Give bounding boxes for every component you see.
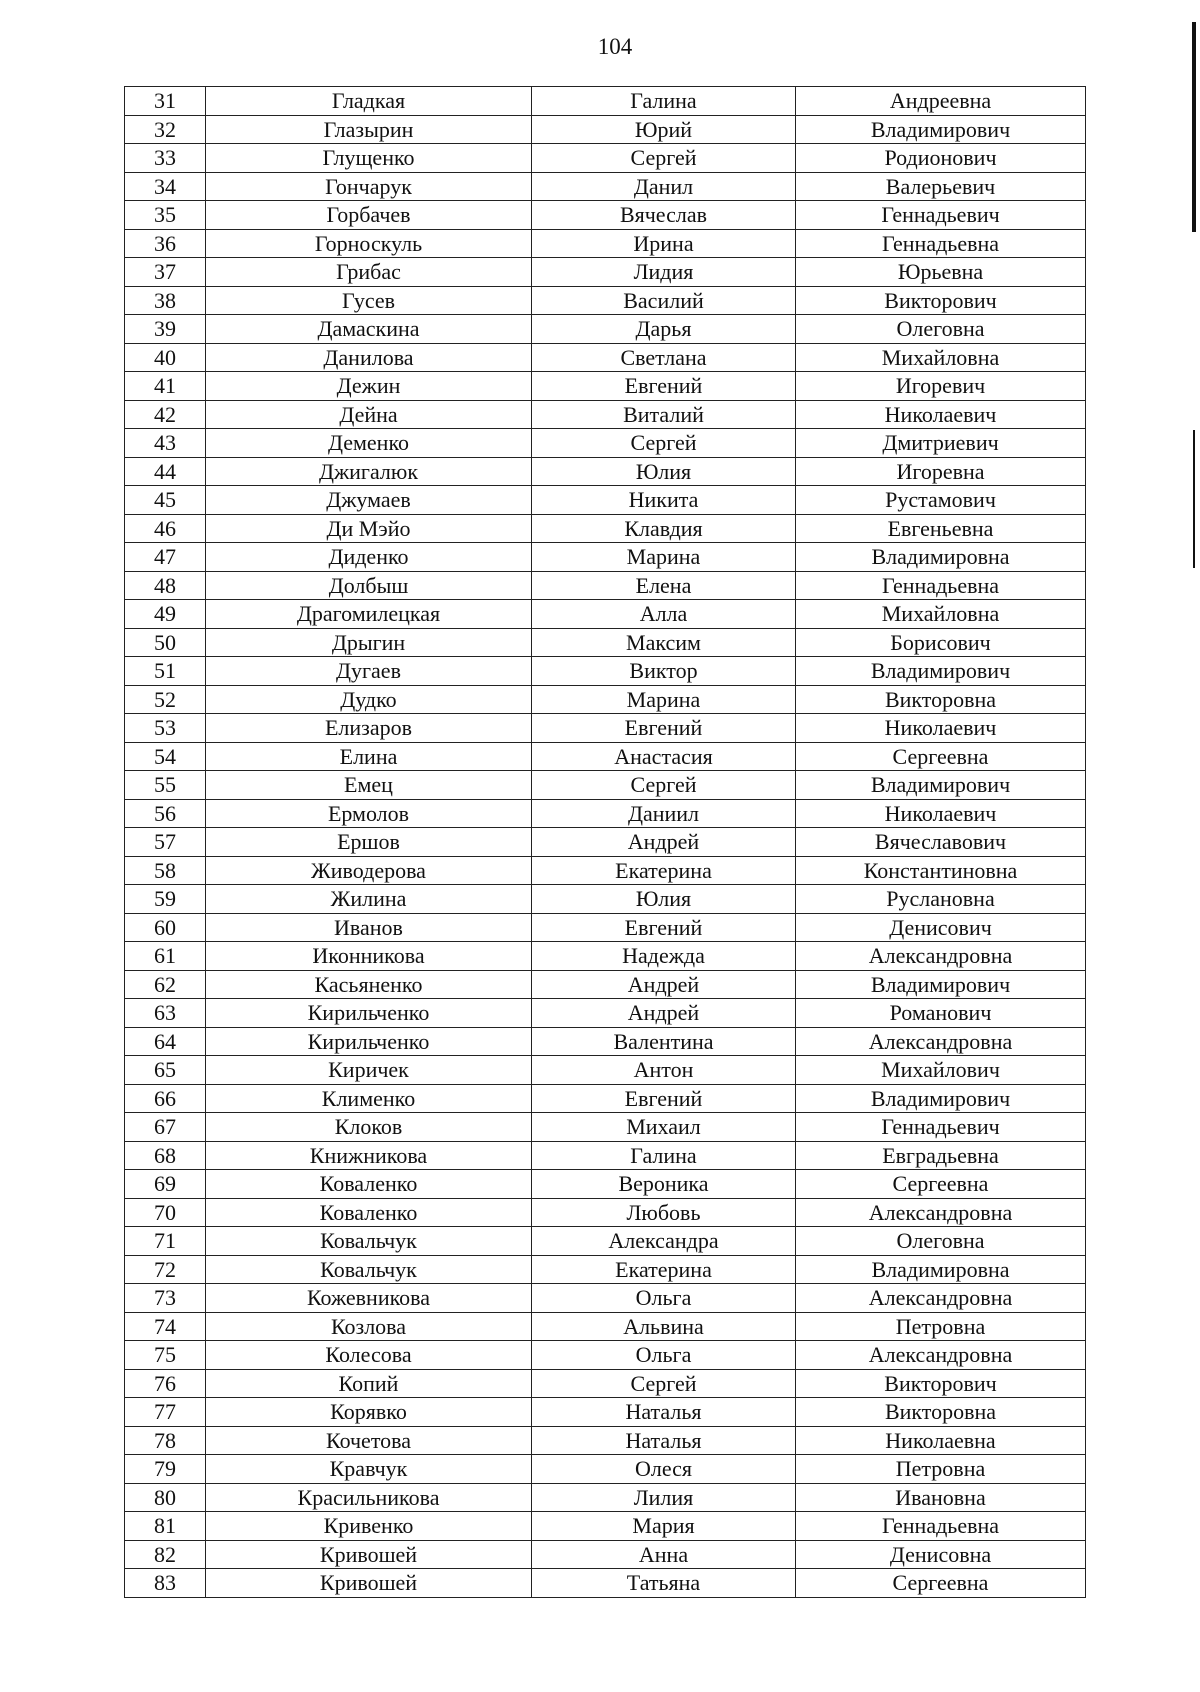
table-row xyxy=(125,543,1086,572)
surname-cell: Кривошей xyxy=(206,1540,532,1569)
patronymic-cell: Александровна xyxy=(796,1198,1086,1227)
patronymic-cell: Игоревна xyxy=(796,457,1086,486)
patronymic-cell: Геннадьевна xyxy=(796,229,1086,258)
row-number-cell: 48 xyxy=(125,571,206,600)
patronymic-cell: Сергеевна xyxy=(796,1170,1086,1199)
patronymic-cell: Геннадьевна xyxy=(796,1512,1086,1541)
first-name-cell: Виктор xyxy=(532,657,796,686)
first-name-cell: Михаил xyxy=(532,1113,796,1142)
surname-cell: Клоков xyxy=(206,1113,532,1142)
first-name-cell: Альвина xyxy=(532,1312,796,1341)
surname-cell: Данилова xyxy=(206,343,532,372)
table-row xyxy=(125,457,1086,486)
patronymic-cell: Николаевич xyxy=(796,400,1086,429)
table-row xyxy=(125,771,1086,800)
row-number-cell: 81 xyxy=(125,1512,206,1541)
row-number-cell: 61 xyxy=(125,942,206,971)
surname-cell: Джумаев xyxy=(206,486,532,515)
surname-cell: Деменко xyxy=(206,429,532,458)
table-row xyxy=(125,1341,1086,1370)
patronymic-cell: Игоревич xyxy=(796,372,1086,401)
surname-cell: Красильникова xyxy=(206,1483,532,1512)
first-name-cell: Александра xyxy=(532,1227,796,1256)
row-number-cell: 55 xyxy=(125,771,206,800)
row-number-cell: 51 xyxy=(125,657,206,686)
table-row xyxy=(125,87,1086,116)
patronymic-cell: Ивановна xyxy=(796,1483,1086,1512)
row-number-cell: 83 xyxy=(125,1569,206,1598)
surname-cell: Дугаев xyxy=(206,657,532,686)
row-number-cell: 33 xyxy=(125,144,206,173)
row-number-cell: 78 xyxy=(125,1426,206,1455)
table-row xyxy=(125,571,1086,600)
surname-cell: Иванов xyxy=(206,913,532,942)
patronymic-cell: Владимирович xyxy=(796,1084,1086,1113)
surname-cell: Емец xyxy=(206,771,532,800)
row-number-cell: 53 xyxy=(125,714,206,743)
name-list-table xyxy=(124,86,1086,1598)
first-name-cell: Галина xyxy=(532,1141,796,1170)
surname-cell: Жилина xyxy=(206,885,532,914)
patronymic-cell: Рустамович xyxy=(796,486,1086,515)
surname-cell: Кочетова xyxy=(206,1426,532,1455)
patronymic-cell: Михайловна xyxy=(796,343,1086,372)
row-number-cell: 65 xyxy=(125,1056,206,1085)
row-number-cell: 37 xyxy=(125,258,206,287)
surname-cell: Коваленко xyxy=(206,1170,532,1199)
patronymic-cell: Николаевич xyxy=(796,714,1086,743)
table-row xyxy=(125,400,1086,429)
surname-cell: Гончарук xyxy=(206,172,532,201)
row-number-cell: 76 xyxy=(125,1369,206,1398)
surname-cell: Гладкая xyxy=(206,87,532,116)
first-name-cell: Сергей xyxy=(532,771,796,800)
first-name-cell: Андрей xyxy=(532,999,796,1028)
first-name-cell: Виталий xyxy=(532,400,796,429)
surname-cell: Глазырин xyxy=(206,115,532,144)
first-name-cell: Ольга xyxy=(532,1341,796,1370)
surname-cell: Книжникова xyxy=(206,1141,532,1170)
first-name-cell: Сергей xyxy=(532,429,796,458)
table-row xyxy=(125,286,1086,315)
surname-cell: Колесова xyxy=(206,1341,532,1370)
table-row xyxy=(125,970,1086,999)
first-name-cell: Данил xyxy=(532,172,796,201)
patronymic-cell: Романович xyxy=(796,999,1086,1028)
patronymic-cell: Петровна xyxy=(796,1455,1086,1484)
patronymic-cell: Андреевна xyxy=(796,87,1086,116)
row-number-cell: 79 xyxy=(125,1455,206,1484)
row-number-cell: 68 xyxy=(125,1141,206,1170)
row-number-cell: 67 xyxy=(125,1113,206,1142)
table-row xyxy=(125,1056,1086,1085)
surname-cell: Кожевникова xyxy=(206,1284,532,1313)
row-number-cell: 54 xyxy=(125,742,206,771)
table-row xyxy=(125,856,1086,885)
first-name-cell: Надежда xyxy=(532,942,796,971)
patronymic-cell: Родионович xyxy=(796,144,1086,173)
first-name-cell: Анастасия xyxy=(532,742,796,771)
row-number-cell: 47 xyxy=(125,543,206,572)
table-row xyxy=(125,486,1086,515)
patronymic-cell: Владимирович xyxy=(796,657,1086,686)
table-row xyxy=(125,1455,1086,1484)
first-name-cell: Лилия xyxy=(532,1483,796,1512)
first-name-cell: Евгений xyxy=(532,1084,796,1113)
row-number-cell: 56 xyxy=(125,799,206,828)
table-row xyxy=(125,429,1086,458)
surname-cell: Диденко xyxy=(206,543,532,572)
patronymic-cell: Денисовна xyxy=(796,1540,1086,1569)
row-number-cell: 32 xyxy=(125,115,206,144)
patronymic-cell: Олеговна xyxy=(796,315,1086,344)
table-row xyxy=(125,1170,1086,1199)
surname-cell: Кирильченко xyxy=(206,999,532,1028)
surname-cell: Долбыш xyxy=(206,571,532,600)
first-name-cell: Вероника xyxy=(532,1170,796,1199)
surname-cell: Джигалюк xyxy=(206,457,532,486)
first-name-cell: Екатерина xyxy=(532,856,796,885)
table-row xyxy=(125,1255,1086,1284)
patronymic-cell: Владимирович xyxy=(796,115,1086,144)
surname-cell: Кривенко xyxy=(206,1512,532,1541)
table-row xyxy=(125,1569,1086,1598)
row-number-cell: 35 xyxy=(125,201,206,230)
patronymic-cell: Олеговна xyxy=(796,1227,1086,1256)
patronymic-cell: Сергеевна xyxy=(796,742,1086,771)
first-name-cell: Никита xyxy=(532,486,796,515)
first-name-cell: Дарья xyxy=(532,315,796,344)
surname-cell: Кривошей xyxy=(206,1569,532,1598)
patronymic-cell: Викторович xyxy=(796,286,1086,315)
row-number-cell: 71 xyxy=(125,1227,206,1256)
first-name-cell: Максим xyxy=(532,628,796,657)
table-row xyxy=(125,172,1086,201)
first-name-cell: Сергей xyxy=(532,1369,796,1398)
table-row xyxy=(125,1312,1086,1341)
surname-cell: Киричек xyxy=(206,1056,532,1085)
first-name-cell: Марина xyxy=(532,543,796,572)
surname-cell: Кравчук xyxy=(206,1455,532,1484)
row-number-cell: 43 xyxy=(125,429,206,458)
row-number-cell: 41 xyxy=(125,372,206,401)
row-number-cell: 40 xyxy=(125,343,206,372)
table-row xyxy=(125,1426,1086,1455)
table-row xyxy=(125,942,1086,971)
first-name-cell: Лидия xyxy=(532,258,796,287)
scan-edge-line xyxy=(1193,430,1195,568)
table-row xyxy=(125,913,1086,942)
row-number-cell: 31 xyxy=(125,87,206,116)
table-row xyxy=(125,1369,1086,1398)
table-row xyxy=(125,999,1086,1028)
patronymic-cell: Евградьевна xyxy=(796,1141,1086,1170)
table-row xyxy=(125,229,1086,258)
surname-cell: Грибас xyxy=(206,258,532,287)
first-name-cell: Вячеслав xyxy=(532,201,796,230)
patronymic-cell: Руслановна xyxy=(796,885,1086,914)
row-number-cell: 64 xyxy=(125,1027,206,1056)
patronymic-cell: Юрьевна xyxy=(796,258,1086,287)
surname-cell: Ковальчук xyxy=(206,1227,532,1256)
table-row xyxy=(125,1198,1086,1227)
first-name-cell: Ольга xyxy=(532,1284,796,1313)
first-name-cell: Екатерина xyxy=(532,1255,796,1284)
table-row xyxy=(125,1540,1086,1569)
patronymic-cell: Владимировна xyxy=(796,543,1086,572)
patronymic-cell: Геннадьевна xyxy=(796,571,1086,600)
patronymic-cell: Константиновна xyxy=(796,856,1086,885)
patronymic-cell: Денисович xyxy=(796,913,1086,942)
patronymic-cell: Александровна xyxy=(796,1341,1086,1370)
surname-cell: Клименко xyxy=(206,1084,532,1113)
patronymic-cell: Борисович xyxy=(796,628,1086,657)
row-number-cell: 82 xyxy=(125,1540,206,1569)
first-name-cell: Василий xyxy=(532,286,796,315)
table-row xyxy=(125,799,1086,828)
row-number-cell: 44 xyxy=(125,457,206,486)
surname-cell: Дрыгин xyxy=(206,628,532,657)
first-name-cell: Андрей xyxy=(532,828,796,857)
patronymic-cell: Петровна xyxy=(796,1312,1086,1341)
first-name-cell: Наталья xyxy=(532,1426,796,1455)
surname-cell: Дудко xyxy=(206,685,532,714)
table-row xyxy=(125,1113,1086,1142)
first-name-cell: Марина xyxy=(532,685,796,714)
table-row xyxy=(125,1227,1086,1256)
first-name-cell: Любовь xyxy=(532,1198,796,1227)
row-number-cell: 66 xyxy=(125,1084,206,1113)
table-row xyxy=(125,144,1086,173)
surname-cell: Дежин xyxy=(206,372,532,401)
first-name-cell: Татьяна xyxy=(532,1569,796,1598)
surname-cell: Елина xyxy=(206,742,532,771)
patronymic-cell: Евгеньевна xyxy=(796,514,1086,543)
row-number-cell: 72 xyxy=(125,1255,206,1284)
table-row xyxy=(125,1027,1086,1056)
table-row xyxy=(125,600,1086,629)
surname-cell: Ковальчук xyxy=(206,1255,532,1284)
row-number-cell: 38 xyxy=(125,286,206,315)
first-name-cell: Клавдия xyxy=(532,514,796,543)
page-number: 104 xyxy=(597,34,633,59)
first-name-cell: Галина xyxy=(532,87,796,116)
table-row xyxy=(125,1512,1086,1541)
surname-cell: Драгомилецкая xyxy=(206,600,532,629)
row-number-cell: 58 xyxy=(125,856,206,885)
row-number-cell: 39 xyxy=(125,315,206,344)
patronymic-cell: Геннадьевич xyxy=(796,1113,1086,1142)
row-number-cell: 69 xyxy=(125,1170,206,1199)
patronymic-cell: Викторовна xyxy=(796,1398,1086,1427)
row-number-cell: 42 xyxy=(125,400,206,429)
first-name-cell: Антон xyxy=(532,1056,796,1085)
surname-cell: Ди Мэйо xyxy=(206,514,532,543)
first-name-cell: Евгений xyxy=(532,714,796,743)
table-row xyxy=(125,885,1086,914)
surname-cell: Копий xyxy=(206,1369,532,1398)
surname-cell: Елизаров xyxy=(206,714,532,743)
table-row xyxy=(125,258,1086,287)
patronymic-cell: Дмитриевич xyxy=(796,429,1086,458)
patronymic-cell: Александровна xyxy=(796,1284,1086,1313)
surname-cell: Дамаскина xyxy=(206,315,532,344)
table-row xyxy=(125,685,1086,714)
surname-cell: Иконникова xyxy=(206,942,532,971)
patronymic-cell: Николаевна xyxy=(796,1426,1086,1455)
table-row xyxy=(125,315,1086,344)
name-list-body xyxy=(125,87,1086,1598)
row-number-cell: 34 xyxy=(125,172,206,201)
first-name-cell: Елена xyxy=(532,571,796,600)
patronymic-cell: Николаевич xyxy=(796,799,1086,828)
table-row xyxy=(125,828,1086,857)
table-row xyxy=(125,372,1086,401)
row-number-cell: 77 xyxy=(125,1398,206,1427)
surname-cell: Касьяненко xyxy=(206,970,532,999)
surname-cell: Живодерова xyxy=(206,856,532,885)
patronymic-cell: Михайловна xyxy=(796,600,1086,629)
first-name-cell: Андрей xyxy=(532,970,796,999)
row-number-cell: 57 xyxy=(125,828,206,857)
first-name-cell: Анна xyxy=(532,1540,796,1569)
first-name-cell: Юлия xyxy=(532,457,796,486)
patronymic-cell: Вячеславович xyxy=(796,828,1086,857)
patronymic-cell: Викторович xyxy=(796,1369,1086,1398)
first-name-cell: Юлия xyxy=(532,885,796,914)
patronymic-cell: Александровна xyxy=(796,942,1086,971)
row-number-cell: 49 xyxy=(125,600,206,629)
row-number-cell: 75 xyxy=(125,1341,206,1370)
patronymic-cell: Валерьевич xyxy=(796,172,1086,201)
table-row xyxy=(125,343,1086,372)
first-name-cell: Юрий xyxy=(532,115,796,144)
surname-cell: Коваленко xyxy=(206,1198,532,1227)
row-number-cell: 63 xyxy=(125,999,206,1028)
table-row xyxy=(125,1483,1086,1512)
patronymic-cell: Викторовна xyxy=(796,685,1086,714)
row-number-cell: 45 xyxy=(125,486,206,515)
table-row xyxy=(125,1084,1086,1113)
first-name-cell: Светлана xyxy=(532,343,796,372)
surname-cell: Гусев xyxy=(206,286,532,315)
table-row xyxy=(125,1141,1086,1170)
first-name-cell: Валентина xyxy=(532,1027,796,1056)
surname-cell: Корявко xyxy=(206,1398,532,1427)
table-row xyxy=(125,201,1086,230)
row-number-cell: 70 xyxy=(125,1198,206,1227)
table-row xyxy=(125,1284,1086,1313)
patronymic-cell: Владимировна xyxy=(796,1255,1086,1284)
first-name-cell: Ирина xyxy=(532,229,796,258)
surname-cell: Горноскуль xyxy=(206,229,532,258)
table-row xyxy=(125,514,1086,543)
surname-cell: Кирильченко xyxy=(206,1027,532,1056)
first-name-cell: Даниил xyxy=(532,799,796,828)
surname-cell: Ермолов xyxy=(206,799,532,828)
table-row xyxy=(125,742,1086,771)
first-name-cell: Наталья xyxy=(532,1398,796,1427)
row-number-cell: 62 xyxy=(125,970,206,999)
row-number-cell: 36 xyxy=(125,229,206,258)
patronymic-cell: Михайлович xyxy=(796,1056,1086,1085)
row-number-cell: 73 xyxy=(125,1284,206,1313)
row-number-cell: 80 xyxy=(125,1483,206,1512)
surname-cell: Горбачев xyxy=(206,201,532,230)
first-name-cell: Алла xyxy=(532,600,796,629)
first-name-cell: Евгений xyxy=(532,372,796,401)
row-number-cell: 74 xyxy=(125,1312,206,1341)
first-name-cell: Сергей xyxy=(532,144,796,173)
patronymic-cell: Сергеевна xyxy=(796,1569,1086,1598)
table-row xyxy=(125,115,1086,144)
first-name-cell: Олеся xyxy=(532,1455,796,1484)
scan-edge-line xyxy=(1192,22,1196,232)
first-name-cell: Евгений xyxy=(532,913,796,942)
table-row xyxy=(125,1398,1086,1427)
first-name-cell: Мария xyxy=(532,1512,796,1541)
patronymic-cell: Владимирович xyxy=(796,970,1086,999)
patronymic-cell: Александровна xyxy=(796,1027,1086,1056)
row-number-cell: 52 xyxy=(125,685,206,714)
patronymic-cell: Геннадьевич xyxy=(796,201,1086,230)
surname-cell: Козлова xyxy=(206,1312,532,1341)
table-row xyxy=(125,628,1086,657)
surname-cell: Дейна xyxy=(206,400,532,429)
patronymic-cell: Владимирович xyxy=(796,771,1086,800)
row-number-cell: 50 xyxy=(125,628,206,657)
row-number-cell: 60 xyxy=(125,913,206,942)
row-number-cell: 59 xyxy=(125,885,206,914)
table-row xyxy=(125,714,1086,743)
surname-cell: Глущенко xyxy=(206,144,532,173)
surname-cell: Ершов xyxy=(206,828,532,857)
row-number-cell: 46 xyxy=(125,514,206,543)
table-row xyxy=(125,657,1086,686)
